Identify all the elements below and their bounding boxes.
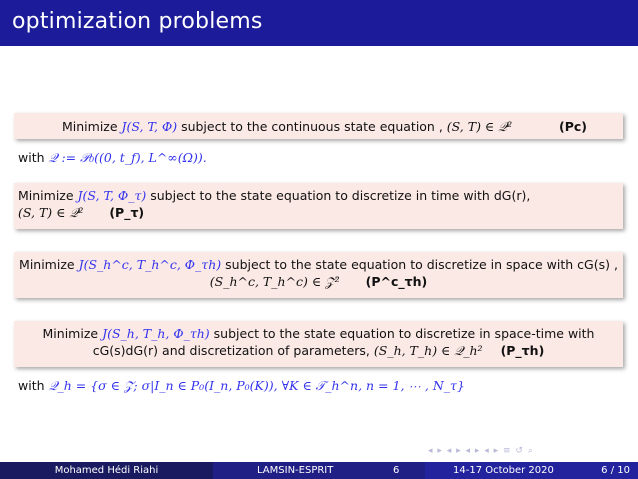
problem-box-pc — [14, 113, 623, 139]
box4-tag: (P_τh) — [500, 343, 545, 358]
box2-objective: J(S, T, Φ_τ) — [77, 188, 147, 203]
footer — [0, 462, 638, 479]
navigation-symbols[interactable]: ◂ ▸ ◂ ▸ ◂ ▸ ◂ ▸ ≡ ↺ ⌕ — [428, 446, 534, 456]
box4-constraint: subject to the state equation to discretize in space-time with — [213, 326, 595, 341]
footer-author: Mohamed Hédi Riahi — [0, 462, 213, 479]
box4-objective: J(S_h, T_h, Φ_τh) — [102, 326, 210, 341]
problem-box-ptauh — [14, 321, 623, 367]
with-q-definition — [18, 150, 207, 166]
box2-minimize: Minimize — [18, 188, 74, 203]
with-qh-definition — [18, 378, 465, 394]
footer-date: 14-17 October 2020 — [453, 465, 554, 476]
frame-title: optimization problems — [12, 9, 263, 34]
title-bar — [0, 0, 638, 46]
box1-objective: J(S, T, Φ) — [121, 119, 178, 134]
problem-box-ptau — [14, 183, 623, 229]
footer-institute-section — [213, 462, 425, 479]
box1-constraint: subject to the continuous state equation , — [181, 119, 443, 134]
problem-box-pctauh — [14, 252, 623, 298]
box3-minimize: Minimize — [19, 257, 75, 272]
box3-constraint: subject to the state equation to discretize in space with cG(s) , — [225, 257, 618, 272]
with2-label: with — [18, 378, 45, 393]
box3-objective: J(S_h^c, T_h^c, Φ_τh) — [78, 257, 222, 272]
with2-math: 𝒬_h = {σ ∈ 𝒵; σ|I_n ∈ P₀(I_n, P₀(K)), ∀K ∈ 𝒯_h^n, n = 1, ⋯ , N_τ} — [48, 378, 465, 393]
footer-page: 6 / 10 — [601, 465, 630, 476]
box1-tag: (Pc) — [559, 119, 587, 134]
box4-minimize: Minimize — [42, 326, 99, 341]
box4-space: (S_h, T_h) ∈ 𝒬_h² — [373, 343, 483, 358]
footer-number: 6 — [393, 465, 400, 476]
footer-institute: LAMSIN-ESPRIT — [257, 465, 334, 476]
box2-constraint: subject to the state equation to discretize in time with dG(r), — [150, 188, 531, 203]
footer-date-section — [425, 462, 638, 479]
box3-space: (S_h^c, T_h^c) ∈ 𝒵² — [209, 274, 340, 289]
box1-space: (S, T) ∈ 𝒬² — [446, 119, 513, 134]
with1-label: with — [18, 150, 45, 165]
box3-tag: (P^c_τh) — [365, 274, 428, 289]
box2-tag: (P_τ) — [109, 205, 145, 220]
box1-minimize: Minimize — [62, 119, 118, 134]
with1-math: 𝒬 := 𝒫₀((0, t_f), L^∞(Ω)). — [48, 150, 207, 165]
box2-space: (S, T) ∈ 𝒬² — [18, 205, 84, 220]
box4-discretization: cG(s)dG(r) and discretization of parameters, — [92, 343, 370, 358]
